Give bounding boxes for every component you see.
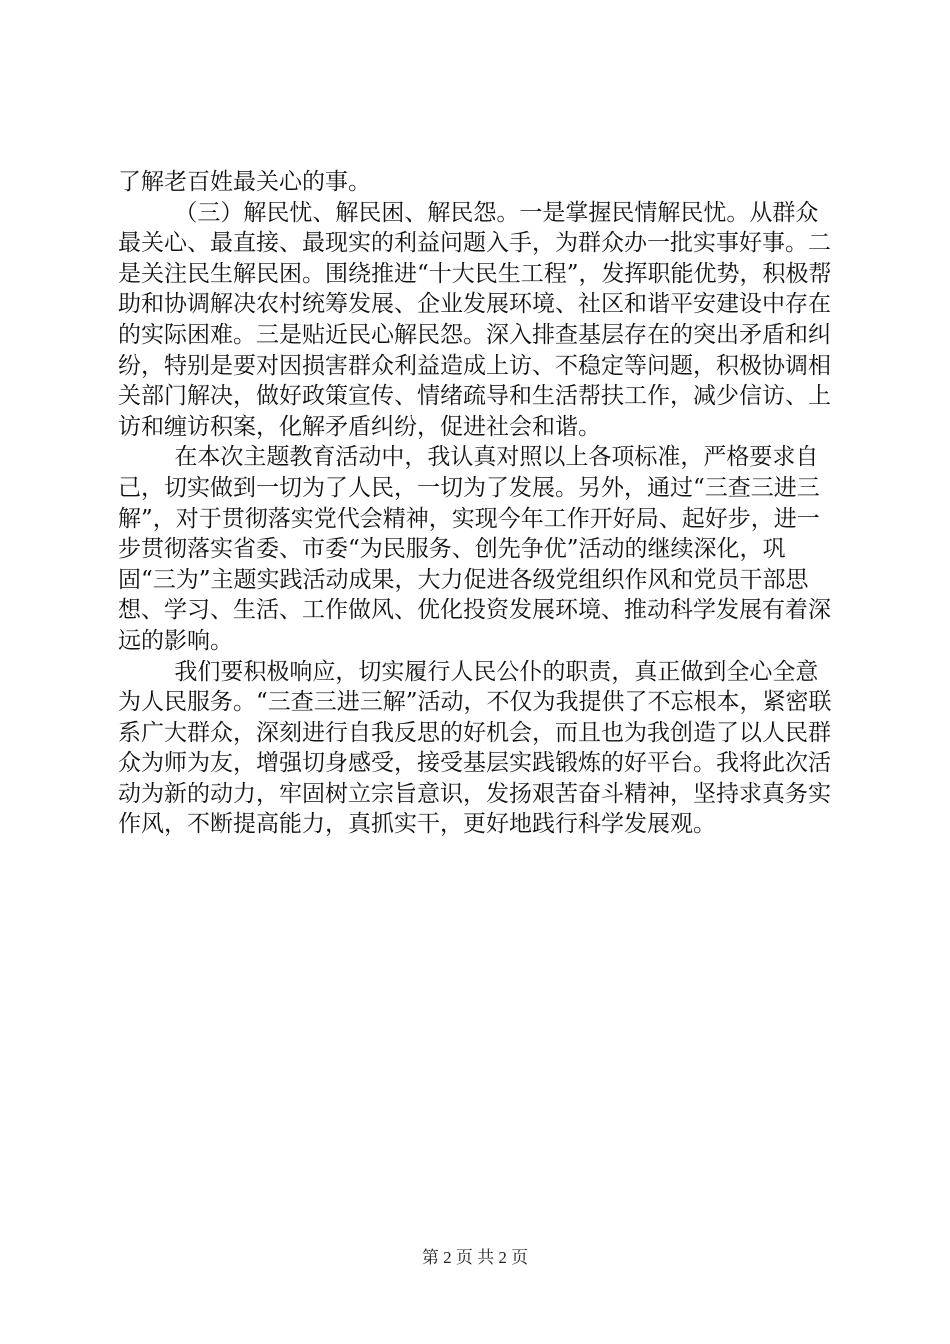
paragraph-conclusion: 我们要积极响应，切实履行人民公仆的职责，真正做到全心全意为人民服务。“三查三进三解”活动，不仅为我提供了不忘根本，紧密联系广大群众，深刻进行自我反思的好机会，而且也为我创造了以人民群众为师为友，增强切身感受，接受基层实践锻炼的好平台。我将此次活动为新的动力，牢固树立宗旨意识，发扬艰苦奋斗精神，坚持求真务实作风，不断提高能力，真抓实干，更好地践行科学发展观。 bbox=[118, 658, 832, 838]
page-number-footer: 第 2 页 共 2 页 bbox=[421, 1248, 529, 1267]
paragraph-activity-reflection: 在本次主题教育活动中，我认真对照以上各项标准，严格要求自己，切实做到一切为了人民，一切为了发展。另外，通过“三查三进三解”，对于贯彻落实党代会精神，实现今年工作开好局、起好步，进一步贯彻落实省委、市委“为民服务、创先争优”活动的继续深化，巩固“三为”主题实践活动成果，大力促进各级党组织作风和党员干部思想、学习、生活、工作做风、优化投资发展环境、推动科学发展有着深远的影响。 bbox=[118, 444, 831, 654]
paragraph-three-solutions: （三）解民忧、解民困、解民怨。一是掌握民情解民忧。从群众最关心、最直接、最现实的利益问题入手，为群众办一批实事好事。二是关注民生解民困。围绕推进“十大民生工程”，发挥职能优势，积极帮助和协调解决农村统筹发展、企业发展环境、社区和谐平安建设中存在的实际困难。三是贴近民心解民怨。深入排查基层存在的突出矛盾和纠纷，特别是要对因损害群众利益造成上访、不稳定等问题，积极协调相关部门解决，做好政策宣传、情绪疏导和生活帮扶工作，减少信访、上访和缠访积案，化解矛盾纠纷，促进社会和谐。 bbox=[118, 199, 832, 440]
document-body bbox=[118, 167, 834, 840]
paragraph-continuation: 了解老百姓最关心的事。 bbox=[118, 169, 371, 195]
